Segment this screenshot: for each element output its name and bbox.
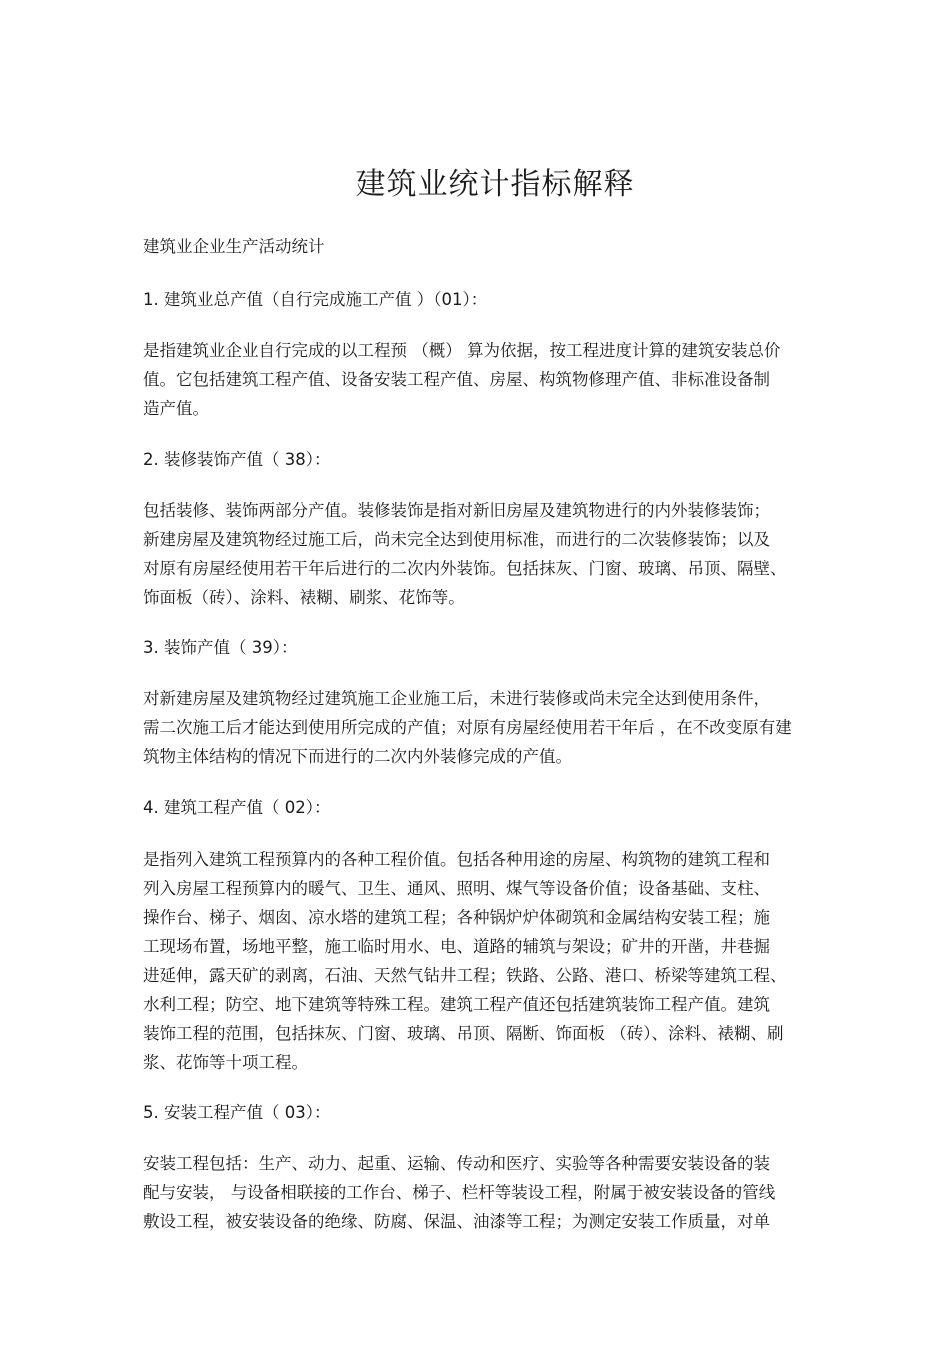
item-1-heading: 1. 建筑业总产值（自行完成施工产值 ）（01）： bbox=[143, 290, 488, 309]
text-line: 是指建筑业企业自行完成的以工程预 （概） 算为依据，按工程进度计算的建筑安装总价 bbox=[143, 341, 781, 360]
item-2-body bbox=[143, 496, 883, 612]
text-line: 是指列入建筑工程预算内的各种工程价值。包括各种用途的房屋、构筑物的建筑工程和 bbox=[143, 850, 770, 869]
text-line: 包括装修、装饰两部分产值。装修装饰是指对新旧房屋及建筑物进行的内外装修装饰； bbox=[143, 501, 770, 520]
text-line: 值。它包括建筑工程产值、设备安装工程产值、房屋、构筑物修理产值、非标准设备制 bbox=[143, 370, 770, 389]
text-line: 敷设工程，被安装设备的绝缘、防腐、保温、油漆等工程；为测定安装工作质量，对单 bbox=[143, 1212, 770, 1231]
text-line: 饰面板（砖）、涂料、裱糊、刷浆、花饰等。 bbox=[143, 588, 465, 607]
text-line: 需二次施工后才能达到使用所完成的产值；对原有房屋经使用若干年后 ，在不改变原有建 bbox=[143, 718, 792, 737]
text-line: 进延伸，露天矿的剥离，石油、天然气钻井工程；铁路、公路、港口、桥梁等建筑工程、 bbox=[143, 966, 787, 985]
text-line: 操作台、梯子、烟囱、凉水塔的建筑工程；各种锅炉炉体砌筑和金属结构安装工程；施 bbox=[143, 908, 770, 927]
item-5-heading: 5. 安装工程产值（ 03）： bbox=[143, 1103, 331, 1122]
text-line: 列入房屋工程预算内的暖气、卫生、通风、照明、煤气等设备价值；设备基础、支柱、 bbox=[143, 879, 770, 898]
item-4-heading: 4. 建筑工程产值（ 02）： bbox=[143, 798, 331, 817]
item-5-body bbox=[143, 1149, 883, 1236]
item-3-heading: 3. 装饰产值（ 39）： bbox=[143, 638, 298, 657]
text-line: 安装工程包括：生产、动力、起重、运输、传动和医疗、实验等各种需要安装设备的装 bbox=[143, 1154, 770, 1173]
text-line: 新建房屋及建筑物经过施工后，尚未完全达到使用标准，而进行的二次装修装饰；以及 bbox=[143, 530, 770, 549]
item-1-body bbox=[143, 336, 883, 423]
section-heading: 建筑业企业生产活动统计 bbox=[143, 237, 325, 256]
item-4-body bbox=[143, 845, 883, 1077]
text-line: 浆、花饰等十项工程。 bbox=[143, 1053, 308, 1072]
item-2-heading: 2. 装修装饰产值（ 38）： bbox=[143, 450, 331, 469]
text-line: 配与安装， 与设备相联接的工作台、梯子、栏杆等装设工程，附属于被安装设备的管线 bbox=[143, 1183, 776, 1202]
text-line: 对原有房屋经使用若干年后进行的二次内外装饰。包括抹灰、门窗、玻璃、吊顶、隔壁、 bbox=[143, 559, 787, 578]
text-line: 筑物主体结构的情况下而进行的二次内外装修完成的产值。 bbox=[143, 747, 572, 766]
document-title: 建筑业统计指标解释 bbox=[355, 167, 635, 202]
text-line: 工现场布置，场地平整，施工临时用水、电、道路的辅筑与架设；矿井的开凿，井巷掘 bbox=[143, 937, 770, 956]
item-3-body bbox=[143, 684, 883, 771]
text-line: 水利工程；防空、地下建筑等特殊工程。建筑工程产值还包括建筑装饰工程产值。建筑 bbox=[143, 995, 770, 1014]
text-line: 装饰工程的范围，包括抹灰、门窗、玻璃、吊顶、隔断、饰面板 （砖）、涂料、裱糊、刷 bbox=[143, 1024, 784, 1043]
text-line: 造产值。 bbox=[143, 399, 209, 418]
text-line: 对新建房屋及建筑物经过建筑施工企业施工后，未进行装修或尚未完全达到使用条件， bbox=[143, 689, 770, 708]
